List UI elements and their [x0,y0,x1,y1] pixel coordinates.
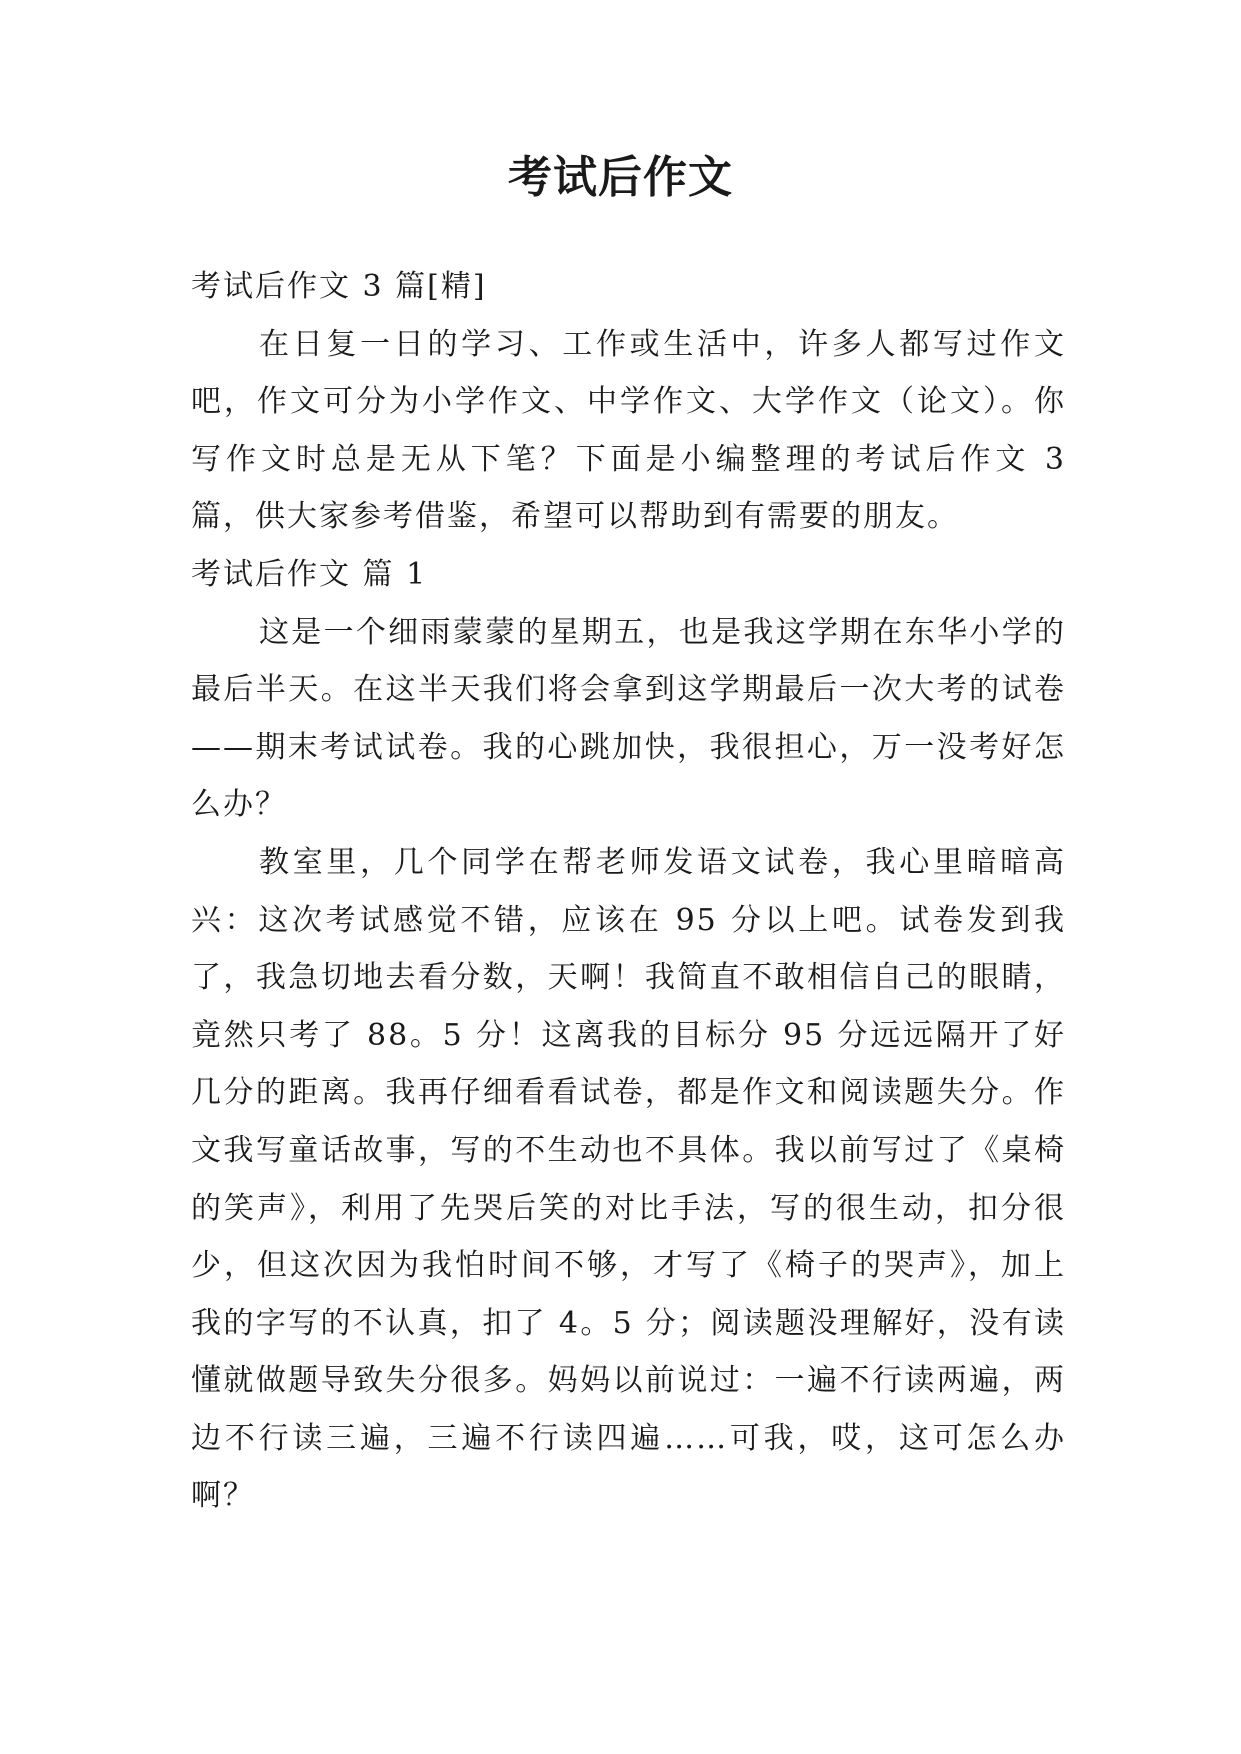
document-subtitle: 考试后作文 3 篇[精] [191,269,487,304]
intro-paragraph: 在日复一日的学习、工作或生活中，许多人都写过作文吧，作文可分为小学作文、中学作文、大学作文（论文）。你写作文时总是无从下笔？下面是小编整理的考试后作文 3 篇，供大家参考借鉴，希望可以帮助到有需要的朋友。 [191,326,1066,535]
section1-paragraph-2: 教室里，几个同学在帮老师发语文试卷，我心里暗暗高兴：这次考试感觉不错，应该在 95 分以上吧。试卷发到我了，我急切地去看分数，天啊！我简直不敢相信自己的眼睛，竟然只考了 88。5 分！这离我的目标分 95 分远远隔开了好几分的距离。我再仔细看看试卷，都是作文和阅读题失分。作文我写童话故事，写的不生动也不具体。我以前写过了《桌椅的笑声》，利用了先哭后笑的对比手法，写的很生动，扣分很少，但这次因为我怕时间不够，才写了《椅子的哭声》，加上我的字写的不认真，扣了 4。5 分；阅读题没理解好，没有读懂就做题导致失分很多。妈妈以前说过：一遍不行读两遍，两边不行读三遍，三遍不行读四遍……可我，哎，这可怎么办啊？ [191,844,1066,1514]
document-body [191,258,1066,1525]
section1-paragraph-1: 这是一个细雨蒙蒙的星期五，也是我这学期在东华小学的最后半天。在这半天我们将会拿到这学期最后一次大考的试卷——期末考试试卷。我的心跳加快，我很担心，万一没考好怎么办？ [191,614,1066,823]
section-heading-1: 考试后作文 篇 1 [191,556,428,592]
document-title: 考试后作文 [508,152,733,203]
